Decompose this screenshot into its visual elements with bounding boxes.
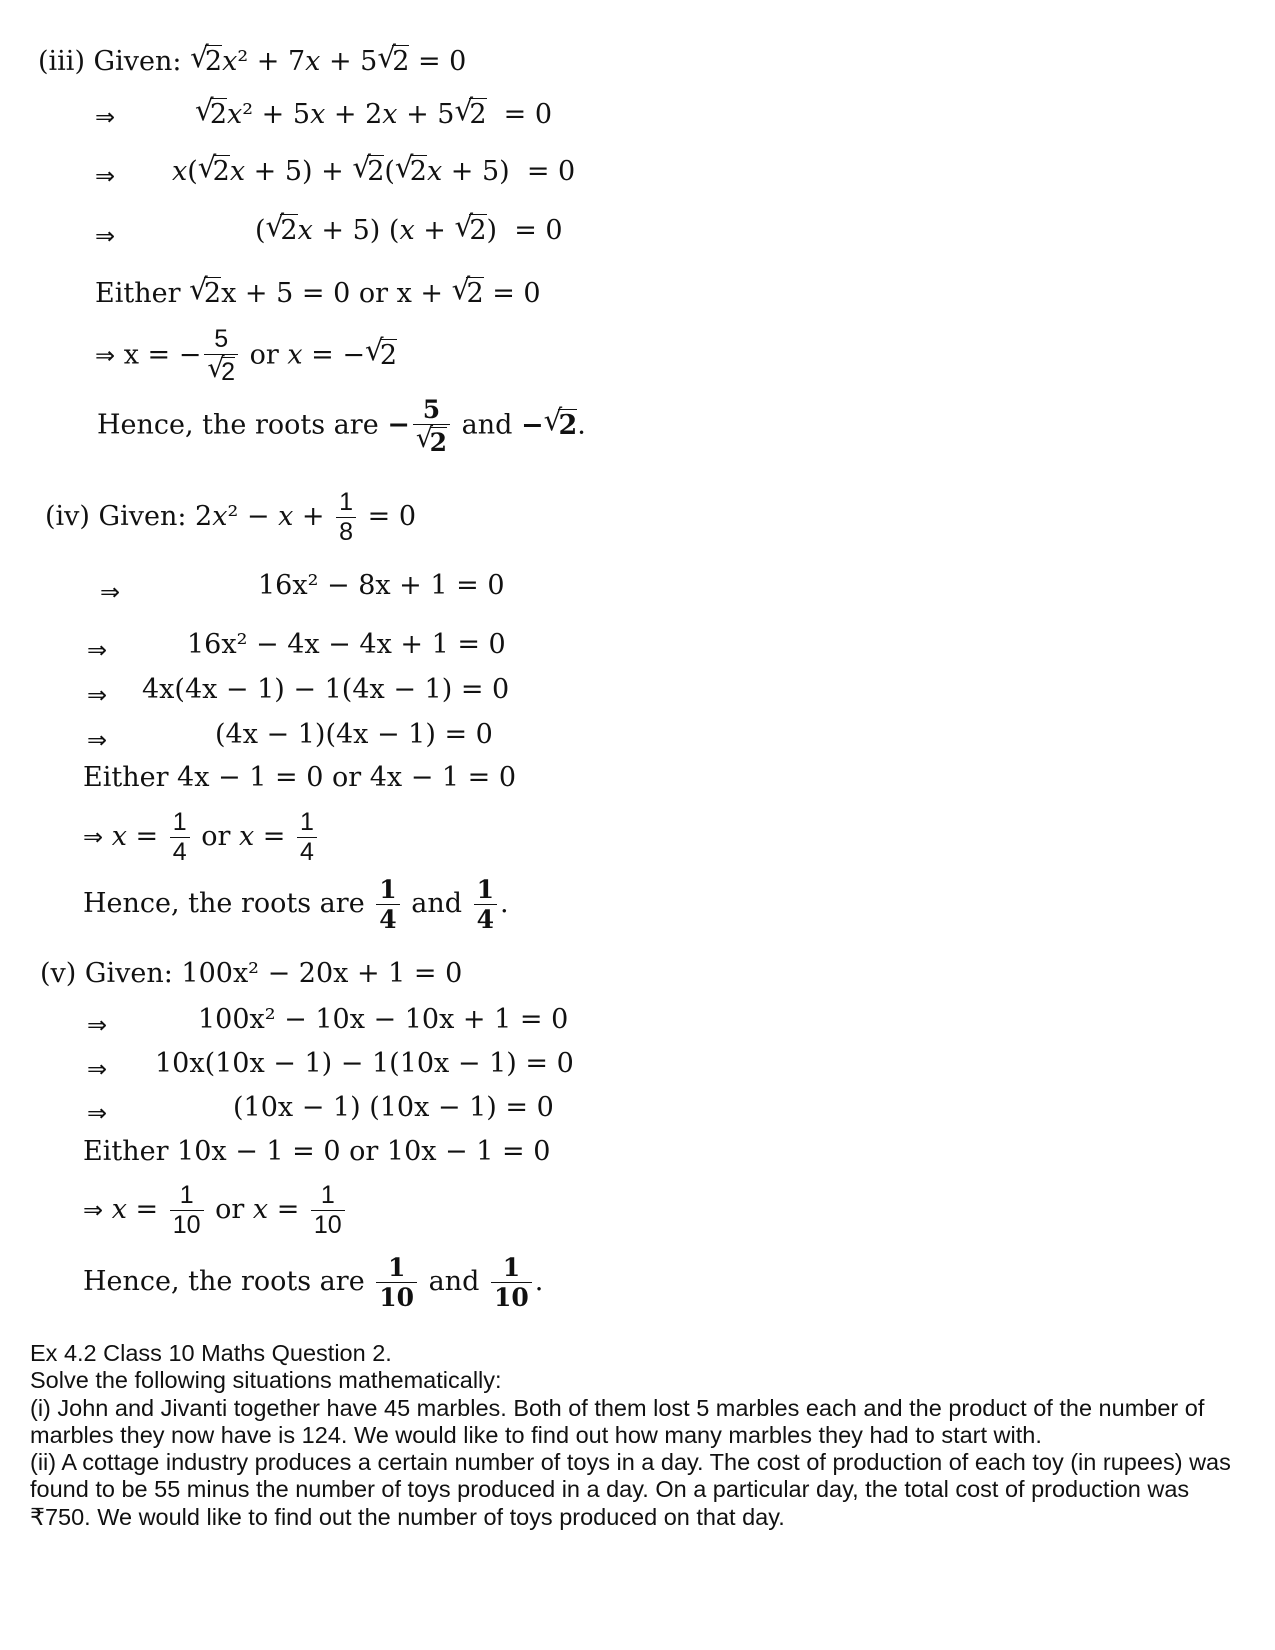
implies-arrow: ⇒: [95, 222, 116, 250]
question-block: [30, 1340, 1250, 1531]
part-v-step1: 100x² − 10x − 10x + 1 = 0: [198, 1004, 569, 1035]
implies-arrow: ⇒: [87, 636, 108, 664]
part-iv-either: Either 4x − 1 = 0 or 4x − 1 = 0: [83, 762, 517, 793]
implies-arrow: ⇒: [100, 578, 121, 606]
part-iv-step1: 16x² − 8x + 1 = 0: [258, 570, 505, 601]
part-iv-step2: 16x² − 4x − 4x + 1 = 0: [187, 629, 506, 660]
part-iii-given: (iii) Given: √ 2x² + 7x + 5√ 2 = 0: [38, 45, 466, 75]
part-v-step3: (10x − 1) (10x − 1) = 0: [233, 1092, 554, 1123]
implies-arrow: ⇒: [87, 1099, 108, 1127]
implies-arrow: ⇒: [87, 1011, 108, 1039]
part-iii-step3: (√ 2x + 5) (x + √ 2) = 0: [255, 214, 563, 244]
part-v-step2: 10x(10x − 1) − 1(10x − 1) = 0: [155, 1048, 574, 1079]
question-part-ii: (ii) A cottage industry produces a certain number of toys in a day. The cost of production of each toy (in rupees) was found to be 55 minus the number of toys produced in a day. On a particular day, the total cost of production was ₹750. We would like to find out the number of toys produced on that day.: [30, 1449, 1231, 1530]
part-v-either: Either 10x − 1 = 0 or 10x − 1 = 0: [83, 1136, 551, 1167]
part-v-solution: ⇒ x = $\frac{1}{10}$ or x = $\frac{1}{10}$: [83, 1183, 348, 1238]
part-iii-hence: Hence, the roots are − 5 √ 2 and −√ 2.: [97, 397, 586, 455]
question-instruction: Solve the following situations mathematically:: [30, 1367, 502, 1394]
part-iii-step2: x(√ 2x + 5) + √ 2(√ 2x + 5) = 0: [172, 155, 575, 185]
part-iv-hence: Hence, the roots are $\frac{1}{4}$ and $\frac{1}{4}$ .: [83, 875, 509, 934]
part-iii-step1: √ 2x² + 5x + 2x + 5√ 2 = 0: [195, 98, 552, 128]
implies-arrow: ⇒: [95, 103, 116, 131]
part-iv-solution: ⇒ x = $\frac{1}{4}$ or x = $\frac{1}{4}$: [83, 810, 320, 865]
part-iv-given: (iv) Given: 2x² − x + $\frac{1}{8}$ = 0: [45, 488, 416, 546]
part-iv-step4: (4x − 1)(4x − 1) = 0: [215, 719, 493, 750]
part-iii-either: Either √ 2x + 5 = 0 or x + √ 2 = 0: [95, 277, 541, 307]
part-v-hence: Hence, the roots are $\frac{1}{10}$ and $\frac{1}{10}$ .: [83, 1253, 544, 1312]
part-iii-solution: ⇒ x = − 5 √ 2 or x = −√ 2: [95, 327, 397, 385]
question-part-i: (i) John and Jivanti together have 45 marbles. Both of them lost 5 marbles each and the product of the number of marbles they now have is 124. We would like to find out how many marbles they had to start with.: [30, 1394, 1205, 1448]
equation: √ 2x² + 7x + 5√ 2 = 0: [190, 46, 466, 77]
implies-arrow: ⇒: [87, 726, 108, 754]
part-v-given: (v) Given: 100x² − 20x + 1 = 0: [40, 958, 463, 989]
implies-arrow: ⇒: [87, 1055, 108, 1083]
question-title: Ex 4.2 Class 10 Maths Question 2.: [30, 1340, 392, 1366]
implies-arrow: ⇒: [95, 162, 116, 190]
part-iv-step3: 4x(4x − 1) − 1(4x − 1) = 0: [142, 674, 510, 705]
implies-arrow: ⇒: [87, 681, 108, 709]
root-fraction: 5 √ 2: [413, 397, 450, 455]
